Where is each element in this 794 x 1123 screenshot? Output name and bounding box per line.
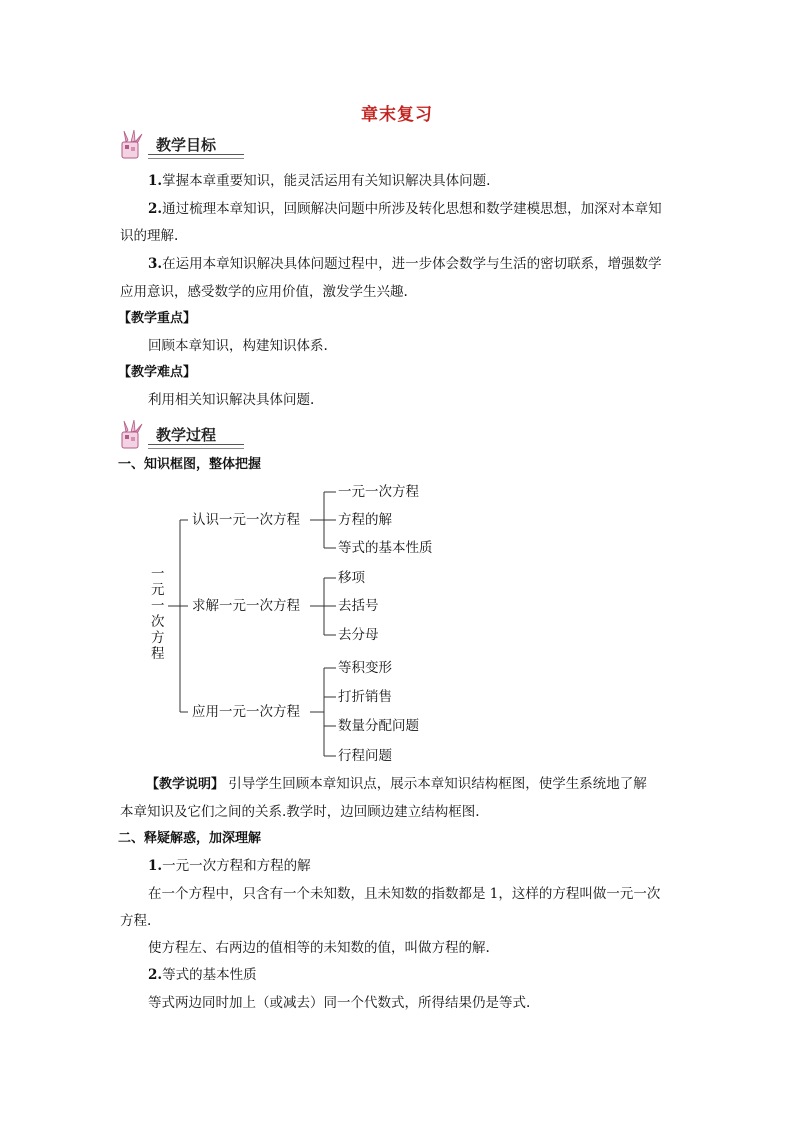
tree-root-char: 元	[151, 582, 165, 598]
pencil-cup-icon	[118, 418, 150, 450]
teaching-explanation-line1: 【教学说明】 引导学生回顾本章知识点，展示本章知识结构框图，使学生系统地了解	[146, 776, 647, 792]
pencil-cup-icon	[118, 128, 150, 160]
section-heading-label: 教学过程	[156, 426, 217, 444]
tree-leaf: 等式的基本性质	[338, 540, 433, 556]
section-heading-process	[118, 418, 244, 452]
tree-branch-recognize: 认识一元一次方程	[192, 512, 300, 528]
tree-leaf: 去分母	[338, 627, 379, 643]
difficult-point-label: 【教学难点】	[118, 365, 197, 380]
sub2-paragraph1: 等式两边同时加上（或减去）同一个代数式，所得结果仍是等式.	[148, 995, 531, 1011]
heading-underline	[148, 154, 244, 155]
sub1-paragraph1-line1: 在一个方程中，只含有一个未知数，且未知数的指数都是 1，这样的方程叫做一元一次	[148, 886, 661, 902]
section-heading-label: 教学目标	[156, 136, 217, 154]
tree-leaf: 等积变形	[338, 660, 392, 676]
goal-item-3-line1: 3.在运用本章知识解决具体问题过程中，进一步体会数学与生活的密切联系，增强数学	[148, 256, 662, 272]
tree-root-char: 次	[151, 614, 165, 630]
section-heading-goals	[118, 128, 244, 162]
heading-underline-thin	[148, 448, 244, 449]
sub1-paragraph2: 使方程左、右两边的值相等的未知数的值，叫做方程的解.	[148, 940, 490, 956]
tree-root-char: 一	[151, 566, 165, 582]
page-title: 章末复习	[361, 105, 433, 125]
part1-heading: 一、知识框图，整体把握	[118, 457, 262, 472]
tree-leaf: 行程问题	[338, 748, 392, 764]
key-point-text: 回顾本章知识，构建知识体系.	[148, 338, 328, 354]
tree-branch-solve: 求解一元一次方程	[192, 598, 300, 614]
subsection-2-title: 2.等式的基本性质	[148, 967, 257, 983]
difficult-point-text: 利用相关知识解决具体问题.	[148, 392, 315, 408]
tree-root-char: 一	[151, 598, 165, 614]
heading-underline	[148, 444, 244, 445]
goal-item-1: 1.掌握本章重要知识，能灵活运用有关知识解决具体问题.	[148, 173, 491, 189]
tree-leaf: 一元一次方程	[338, 484, 419, 500]
tree-root-char: 方	[151, 630, 165, 646]
tree-leaf: 去括号	[338, 598, 379, 614]
goal-item-2-line2: 识的理解.	[120, 228, 179, 244]
part2-heading: 二、释疑解惑，加深理解	[118, 831, 262, 846]
tree-root-char: 程	[151, 646, 165, 662]
sub1-paragraph1-line2: 方程.	[120, 913, 152, 929]
key-point-label: 【教学重点】	[118, 311, 197, 326]
tree-leaf: 数量分配问题	[338, 718, 419, 734]
tree-leaf: 方程的解	[338, 512, 392, 528]
goal-item-3-line2: 应用意识，感受数学的应用价值，激发学生兴趣.	[120, 284, 408, 300]
heading-underline-thin	[148, 158, 244, 159]
tree-branch-apply: 应用一元一次方程	[192, 704, 300, 720]
tree-leaf: 打折销售	[338, 689, 392, 705]
tree-leaf: 移项	[338, 570, 365, 586]
subsection-1-title: 1.一元一次方程和方程的解	[148, 858, 311, 874]
teaching-explanation-line2: 本章知识及它们之间的关系.教学时，边回顾边建立结构框图.	[120, 804, 480, 820]
goal-item-2-line1: 2.通过梳理本章知识，回顾解决问题中所涉及转化思想和数学建模思想，加深对本章知	[148, 201, 662, 217]
